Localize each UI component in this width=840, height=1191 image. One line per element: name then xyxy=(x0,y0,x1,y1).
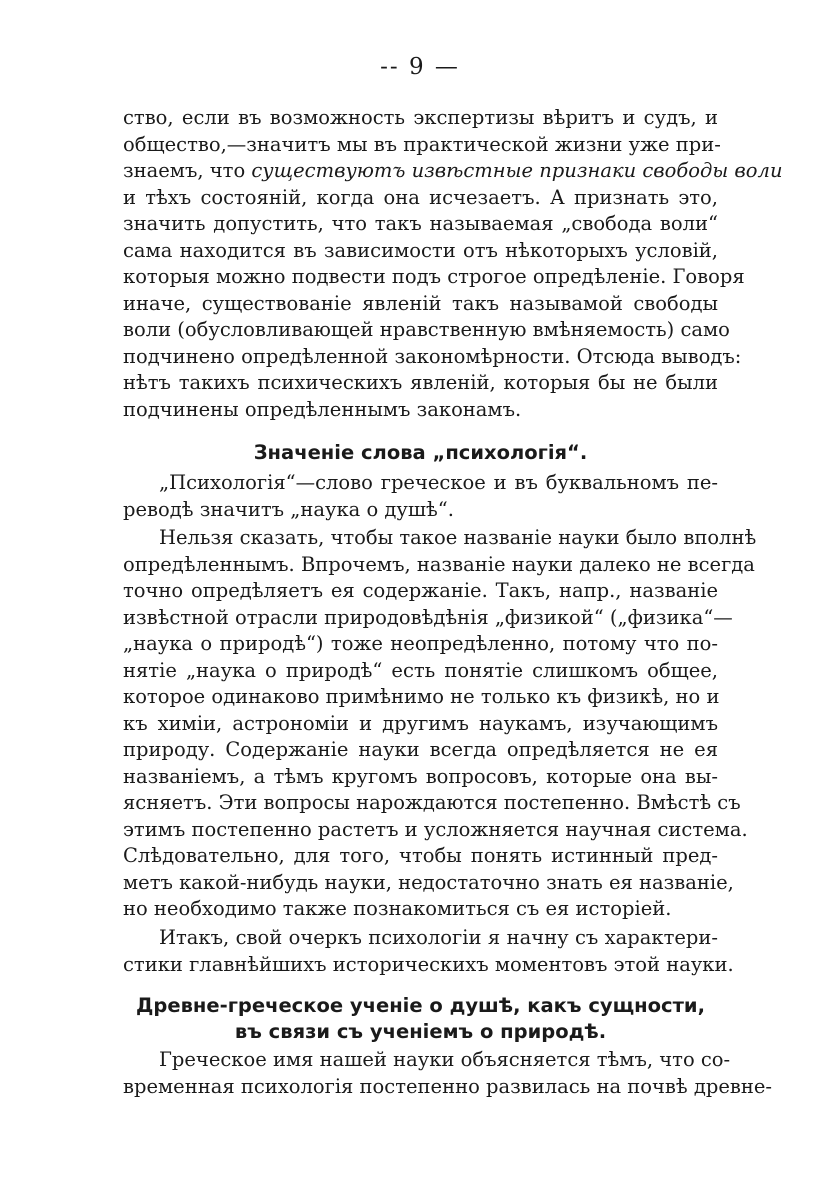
text-line: „Психологія“—слово греческое и въ буквальномъ пе- xyxy=(159,471,718,494)
text-line xyxy=(123,158,783,185)
text-line: подчинены опредѣленнымъ законамъ. xyxy=(123,397,522,421)
text-line: которыя можно подвести подъ строгое опредѣленіе. Говоря xyxy=(123,265,745,288)
paragraph-4 xyxy=(123,925,734,978)
text-line: ясняетъ. Эти вопросы нарождаются постепенно. Вмѣстѣ съ xyxy=(123,791,741,814)
paragraph-1 xyxy=(123,105,783,423)
text-line: и тѣхъ состояній, когда она исчезаетъ. А признать это, xyxy=(123,185,718,209)
text-line: временная психологія постепенно развилась на почвѣ древне- xyxy=(123,1074,773,1098)
text-line: Нельзя сказать, чтобы такое названіе науки было вполнѣ xyxy=(159,526,757,549)
italic-phrase: существуютъ извѣстные признаки свободы воли xyxy=(251,159,783,182)
text-line: „наука о природѣ“) тоже неопредѣленно, потому что по- xyxy=(123,632,718,655)
text-line: нятіе „наука о природѣ“ есть понятіе слишкомъ общее, xyxy=(123,658,718,682)
text-line: опредѣленнымъ. Впрочемъ, названіе науки далеко не всегда xyxy=(123,552,755,576)
text-line: Итакъ, свой очеркъ психологіи я начну съ характери- xyxy=(159,926,718,949)
section-heading-1: Значеніе слова „психологія“. xyxy=(253,441,588,464)
text-line: реводѣ значитъ „наука о душѣ“. xyxy=(123,497,454,521)
text-line: которое одинаково примѣнимо не только къ физикѣ, но и xyxy=(123,685,720,708)
heading-line: въ связи съ ученіемъ о природѣ. xyxy=(234,1020,607,1043)
text-line: къ химіи, астрономіи и другимъ наукамъ, изучающимъ xyxy=(123,711,718,735)
text-line: природу. Содержаніе науки всегда опредѣляется не ея xyxy=(123,738,718,761)
text-line: но необходимо также познакомиться съ ея исторіей. xyxy=(123,897,672,920)
page-number: -- 9 — xyxy=(380,54,460,80)
heading-line: Древне-греческое ученіе о душѣ, какъ сущности, xyxy=(136,994,705,1017)
paragraph-2 xyxy=(123,470,718,523)
text-line: стики главнѣйшихъ историческихъ моментовъ этой науки. xyxy=(123,952,734,976)
text-line: точно опредѣляетъ ея содержаніе. Такъ, напр., названіе xyxy=(123,579,718,602)
text-line: Греческое имя нашей науки объясняется тѣмъ, что со- xyxy=(159,1048,731,1071)
text-line: метъ какой-нибудь науки, недостаточно знать ея названіе, xyxy=(123,870,734,894)
text-line: извѣстной отрасли природовѣдѣнія „физикой“ („физика“— xyxy=(123,605,733,629)
text-line: подчинено опредѣленной закономѣрности. Отсюда выводъ: xyxy=(123,344,742,368)
text-line: воли (обусловливающей нравственную вмѣняемость) само xyxy=(123,318,730,341)
text-line: Слѣдовательно, для того, чтобы понять истинный пред- xyxy=(123,844,718,867)
text-fragment: знаемъ, что xyxy=(123,159,252,182)
text-line: названіемъ, а тѣмъ кругомъ вопросовъ, которые она вы- xyxy=(123,764,718,788)
text-line: этимъ постепенно растетъ и усложняется научная система. xyxy=(123,817,748,841)
paragraph-3 xyxy=(123,525,757,923)
text-line: значить допустить, что такъ называемая „свобода воли“ xyxy=(123,212,718,235)
section-heading-2 xyxy=(123,993,718,1045)
text-line: общество,—значитъ мы въ практической жизни уже при- xyxy=(123,132,721,156)
text-line: нѣтъ такихъ психическихъ явленій, которыя бы не были xyxy=(123,371,718,394)
text-line: иначе, существованіе явленій такъ называмой свободы xyxy=(123,291,718,315)
text-line: ство, если въ возможность экспертизы вѣритъ и судъ, и xyxy=(123,106,718,129)
paragraph-5 xyxy=(123,1047,773,1100)
text-line: сама находится въ зависимости отъ нѣкоторыхъ условій, xyxy=(123,238,718,262)
